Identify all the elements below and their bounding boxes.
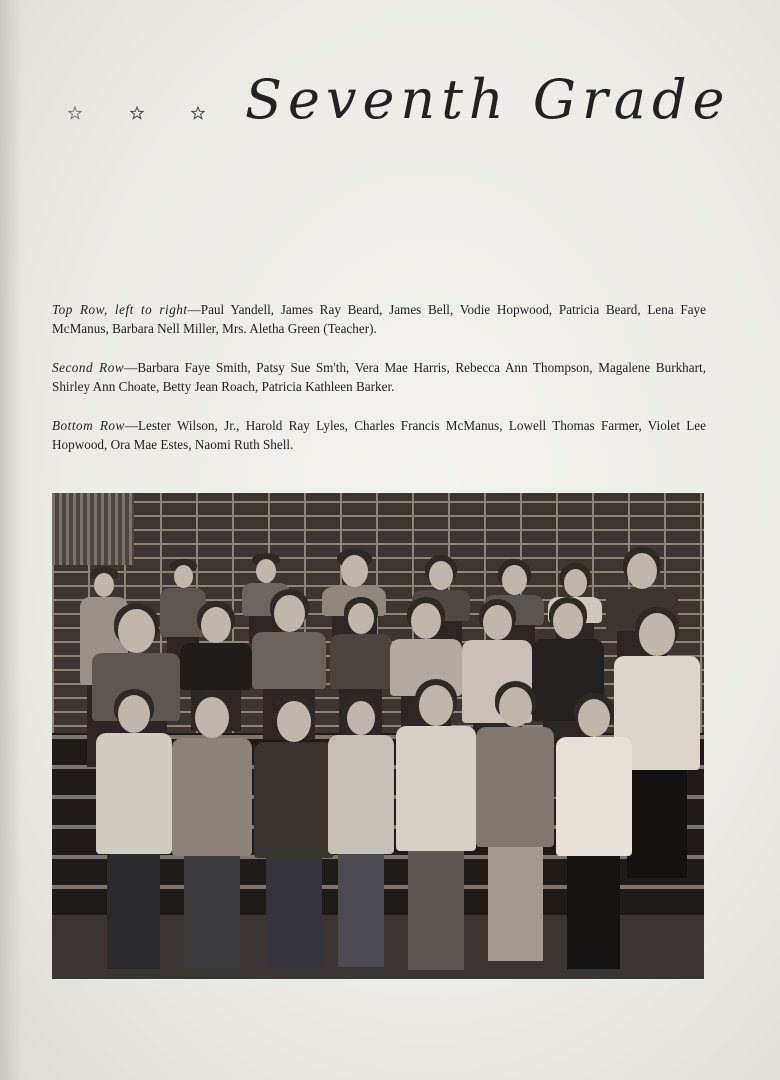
page-title: Seventh Grade [245,68,731,131]
caption-top-row [52,300,706,338]
class-photo [52,493,704,979]
caption-label: Top Row, left to right [52,302,188,318]
student-figure [396,683,476,973]
caption-second-row [52,358,706,396]
star-icon [130,106,144,120]
student-figure [172,695,252,971]
student-figure [556,697,632,973]
caption-names: —Lester Wilson, Jr., Harold Ray Lyles, Charles Francis McManus, Lowell Thomas Farmer, Violet Lee Hopwood, Ora Mae Estes, Naomi Ruth Shell. [52,418,706,453]
caption-label: Second Row [52,360,125,376]
radiator [52,493,134,565]
caption-label: Bottom Row [52,418,125,434]
star-icon [68,106,82,120]
student-figure [328,699,394,971]
caption-names: —Paul Yandell, James Ray Beard, James Bell, Vodie Hopwood, Patricia Beard, Lena Faye McManus, Barbara Nell Miller, Mrs. Aletha Green (Teacher). [52,302,706,337]
caption-names: —Barbara Faye Smith, Patsy Sue Sm'th, Vera Mae Harris, Rebecca Ann Thompson, Magalene Burkhart, Shirley Ann Choate, Betty Jean Roach, Patricia Kathleen Barker. [52,360,706,395]
student-figure [96,693,172,973]
caption-bottom-row [52,416,706,454]
student-figure [476,685,554,965]
student-figure [254,699,334,971]
title-row [60,62,740,152]
star-icon [191,106,205,120]
